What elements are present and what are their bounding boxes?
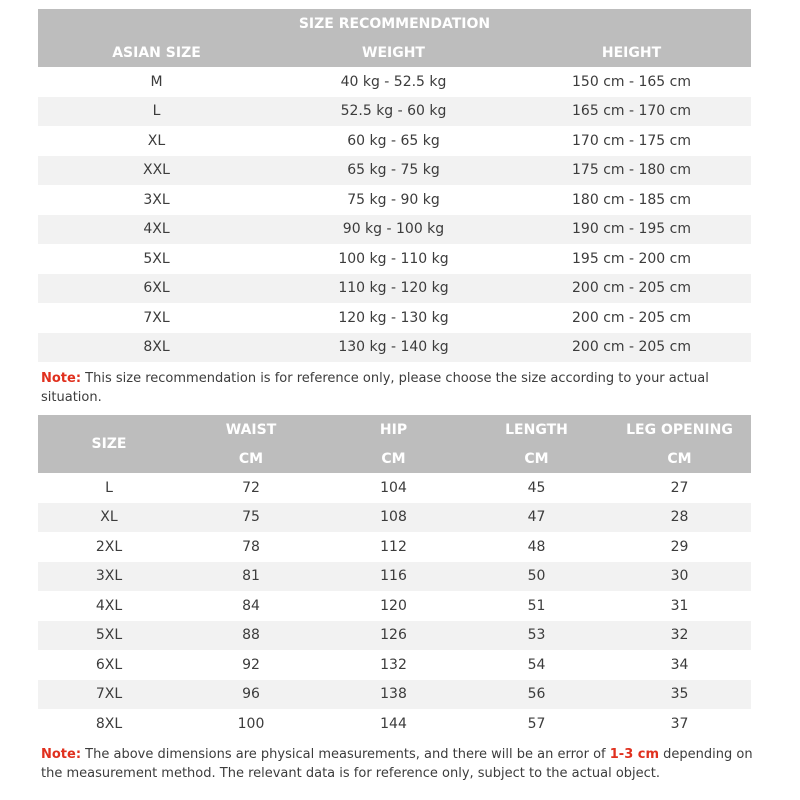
leg-opening-cell: 34: [608, 650, 751, 680]
unit-label: CM: [322, 444, 465, 473]
size-cell: 6XL: [38, 274, 275, 304]
column-header-asian-size: ASIAN SIZE: [38, 38, 275, 67]
length-cell: 50: [465, 562, 608, 592]
table-row: [38, 621, 751, 651]
leg-opening-cell: 28: [608, 503, 751, 533]
length-cell: 48: [465, 532, 608, 562]
length-cell: 51: [465, 591, 608, 621]
column-header-weight: WEIGHT: [275, 38, 512, 67]
weight-cell: 60 kg - 65 kg: [275, 126, 512, 156]
unit-label: CM: [465, 444, 608, 473]
size-cell: 8XL: [38, 709, 180, 739]
leg-opening-cell: 32: [608, 621, 751, 651]
size-cell: 7XL: [38, 303, 275, 333]
note-text-before: The above dimensions are physical measurements, and there will be an error of: [81, 747, 610, 762]
table-row: [38, 709, 751, 739]
waist-cell: 72: [180, 473, 322, 503]
size-cell: 6XL: [38, 650, 180, 680]
height-cell: 200 cm - 205 cm: [512, 274, 751, 304]
table-row: [38, 97, 751, 127]
leg-opening-cell: 35: [608, 680, 751, 710]
height-cell: 170 cm - 175 cm: [512, 126, 751, 156]
waist-cell: 75: [180, 503, 322, 533]
weight-cell: 40 kg - 52.5 kg: [275, 67, 512, 97]
length-cell: 57: [465, 709, 608, 739]
size-cell: L: [38, 97, 275, 127]
dimensions-table: [38, 415, 751, 739]
note-text-after: depending on the measurement method. The relevant data is for reference only, subject to the actual object.: [41, 747, 753, 781]
size-cell: XXL: [38, 156, 275, 186]
size-cell: XL: [38, 126, 275, 156]
leg-opening-cell: 31: [608, 591, 751, 621]
weight-cell: 75 kg - 90 kg: [275, 185, 512, 215]
waist-cell: 84: [180, 591, 322, 621]
height-cell: 180 cm - 185 cm: [512, 185, 751, 215]
height-cell: 200 cm - 205 cm: [512, 303, 751, 333]
table-row: [38, 126, 751, 156]
leg-opening-cell: 37: [608, 709, 751, 739]
weight-cell: 110 kg - 120 kg: [275, 274, 512, 304]
table-row: [38, 156, 751, 186]
size-cell: XL: [38, 503, 180, 533]
table-row: [38, 473, 751, 503]
error-range-highlight: 1-3 cm: [609, 747, 660, 762]
column-header-leg-opening: LEG OPENING: [608, 415, 751, 444]
size-cell: L: [38, 473, 180, 503]
weight-cell: 65 kg - 75 kg: [275, 156, 512, 186]
leg-opening-cell: 30: [608, 562, 751, 592]
size-cell: 4XL: [38, 215, 275, 245]
weight-cell: 90 kg - 100 kg: [275, 215, 512, 245]
size-cell: 7XL: [38, 680, 180, 710]
table-row: [38, 274, 751, 304]
reference-note: [41, 369, 761, 407]
hip-cell: 120: [322, 591, 465, 621]
size-cell: 5XL: [38, 621, 180, 651]
hip-cell: 126: [322, 621, 465, 651]
table-row: [38, 562, 751, 592]
column-header-waist: WAIST: [180, 415, 322, 444]
height-cell: 165 cm - 170 cm: [512, 97, 751, 127]
length-cell: 45: [465, 473, 608, 503]
table-row: [38, 244, 751, 274]
waist-cell: 81: [180, 562, 322, 592]
table-row: [38, 67, 751, 97]
unit-label: CM: [180, 444, 322, 473]
waist-cell: 88: [180, 621, 322, 651]
table-row: [38, 680, 751, 710]
column-header-height: HEIGHT: [512, 38, 751, 67]
height-cell: 195 cm - 200 cm: [512, 244, 751, 274]
height-cell: 175 cm - 180 cm: [512, 156, 751, 186]
size-cell: 2XL: [38, 532, 180, 562]
hip-cell: 138: [322, 680, 465, 710]
table-row: [38, 650, 751, 680]
height-cell: 200 cm - 205 cm: [512, 333, 751, 363]
hip-cell: 104: [322, 473, 465, 503]
hip-cell: 108: [322, 503, 465, 533]
height-cell: 150 cm - 165 cm: [512, 67, 751, 97]
table-row: [38, 303, 751, 333]
weight-cell: 120 kg - 130 kg: [275, 303, 512, 333]
size-cell: 3XL: [38, 185, 275, 215]
note-label: Note:: [41, 747, 82, 762]
waist-cell: 96: [180, 680, 322, 710]
hip-cell: 144: [322, 709, 465, 739]
size-cell: 5XL: [38, 244, 275, 274]
waist-cell: 78: [180, 532, 322, 562]
size-recommendation-table: [38, 9, 751, 362]
table-row: [38, 185, 751, 215]
height-cell: 190 cm - 195 cm: [512, 215, 751, 245]
leg-opening-cell: 29: [608, 532, 751, 562]
size-cell: 8XL: [38, 333, 275, 363]
table-row: [38, 333, 751, 363]
weight-cell: 100 kg - 110 kg: [275, 244, 512, 274]
weight-cell: 52.5 kg - 60 kg: [275, 97, 512, 127]
waist-cell: 100: [180, 709, 322, 739]
table-row: [38, 503, 751, 533]
table-row: [38, 591, 751, 621]
waist-cell: 92: [180, 650, 322, 680]
size-cell: 3XL: [38, 562, 180, 592]
size-cell: M: [38, 67, 275, 97]
note-text: This size recommendation is for reference only, please choose the size according to your actual situation.: [41, 371, 709, 405]
length-cell: 47: [465, 503, 608, 533]
note-label: Note:: [41, 371, 82, 386]
table-row: [38, 532, 751, 562]
column-header-length: LENGTH: [465, 415, 608, 444]
weight-cell: 130 kg - 140 kg: [275, 333, 512, 363]
unit-label: CM: [608, 444, 751, 473]
hip-cell: 112: [322, 532, 465, 562]
length-cell: 53: [465, 621, 608, 651]
table-title: SIZE RECOMMENDATION: [38, 9, 751, 38]
length-cell: 56: [465, 680, 608, 710]
measurement-note: [41, 745, 761, 783]
hip-cell: 116: [322, 562, 465, 592]
table-row: [38, 215, 751, 245]
leg-opening-cell: 27: [608, 473, 751, 503]
column-header-size: SIZE: [38, 415, 180, 473]
size-cell: 4XL: [38, 591, 180, 621]
column-header-hip: HIP: [322, 415, 465, 444]
hip-cell: 132: [322, 650, 465, 680]
length-cell: 54: [465, 650, 608, 680]
